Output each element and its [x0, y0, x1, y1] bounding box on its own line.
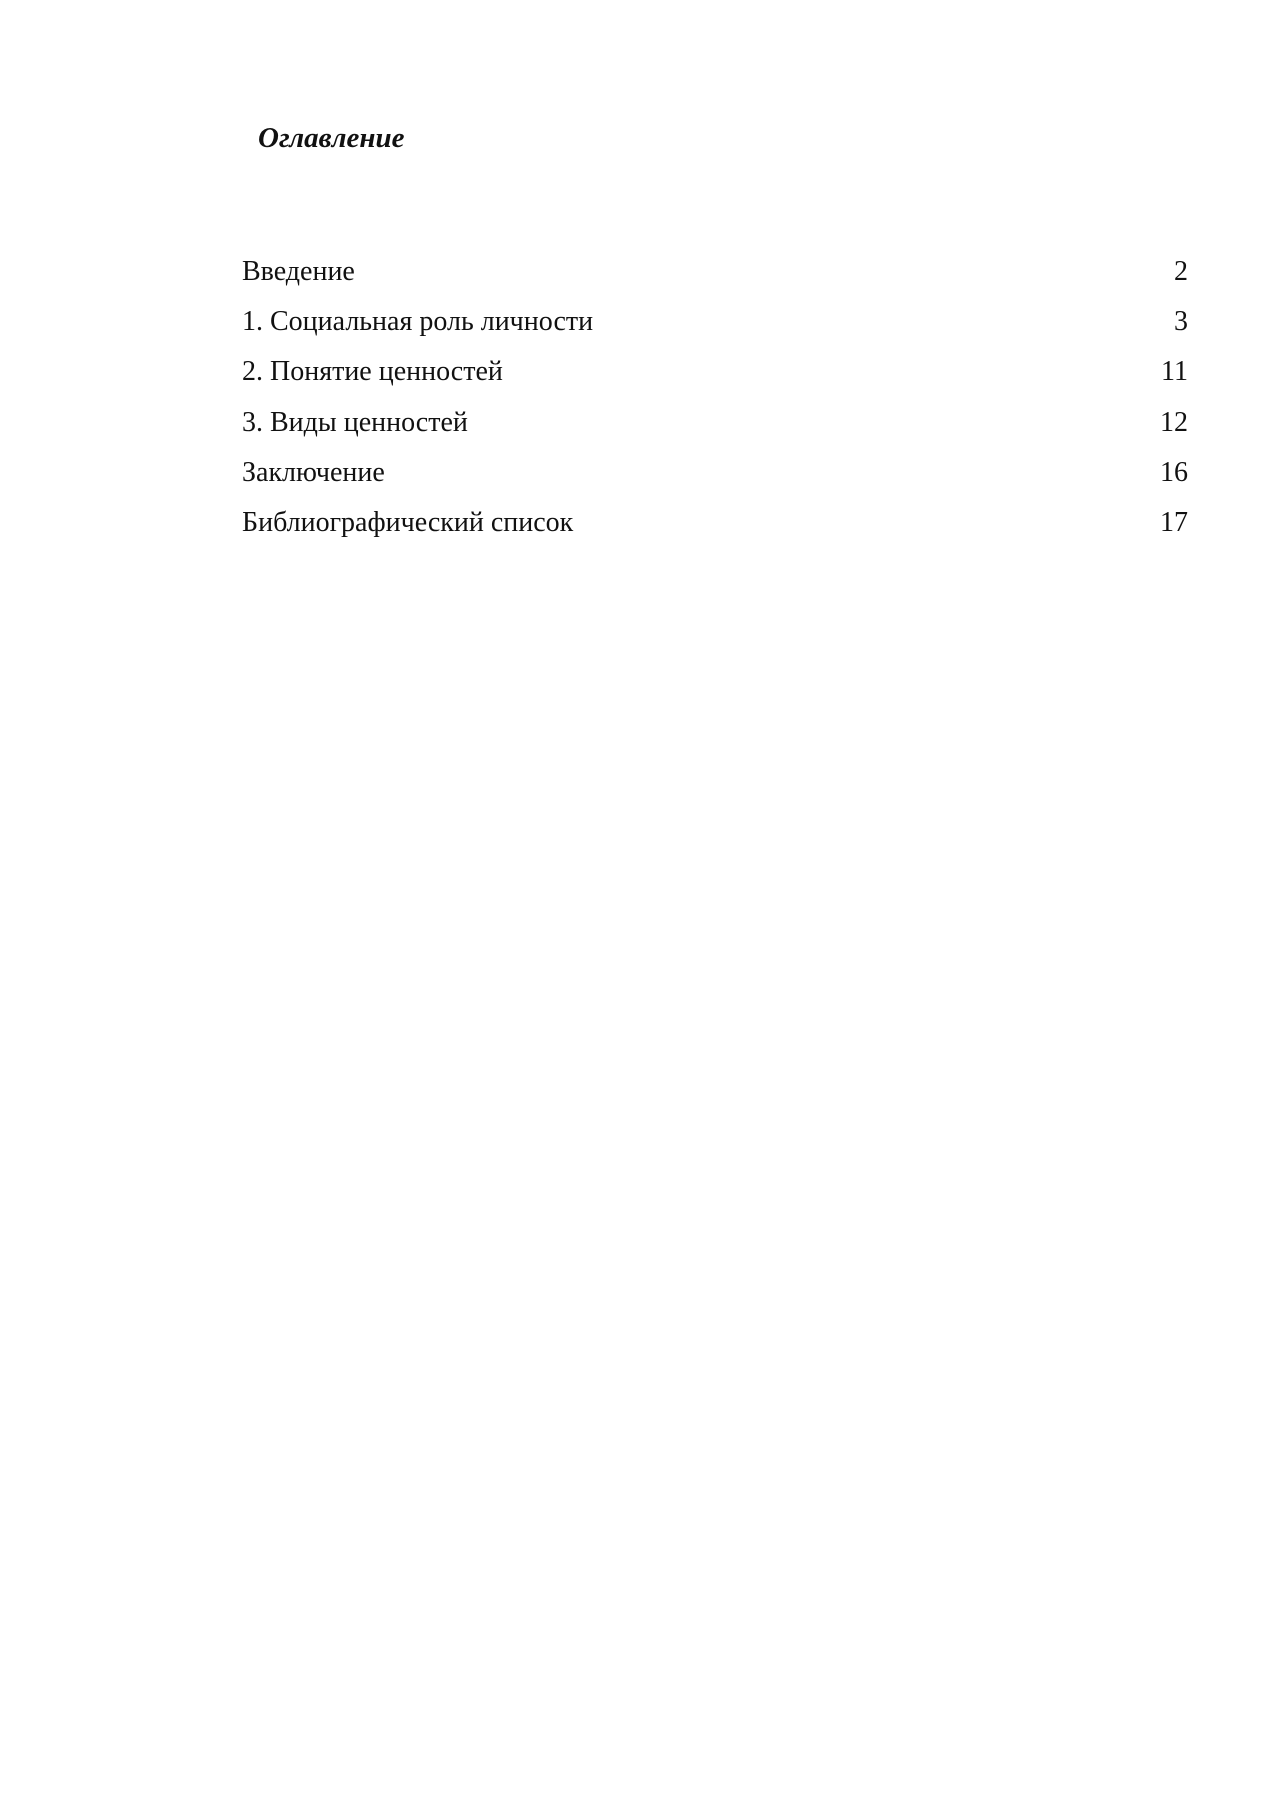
toc-entry-page-number: 2 [1174, 256, 1188, 287]
toc-entry-page-number: 11 [1161, 356, 1188, 388]
toc-entry-label: 3. Виды ценностей [242, 406, 468, 438]
toc-entry-social-role[interactable] [242, 301, 1188, 351]
toc-entry-concept-of-values[interactable] [242, 351, 1188, 401]
toc-entry-types-of-values[interactable] [242, 402, 1188, 452]
toc-entry-label: 1. Социальная роль личности [242, 306, 594, 338]
toc-entry-bibliography[interactable] [242, 502, 1188, 552]
toc-entry-page-number: 17 [1160, 506, 1188, 538]
toc-list [242, 251, 1188, 552]
toc-title: Оглавление [258, 122, 405, 154]
toc-entry-page-number: 3 [1174, 306, 1188, 338]
toc-entry-conclusion[interactable] [242, 452, 1188, 502]
toc-entry-label: Библиографический список [242, 506, 574, 538]
toc-entry-introduction[interactable] [242, 251, 1188, 301]
toc-entry-label: 2. Понятие ценностей [242, 356, 503, 388]
toc-entry-label: Заключение [242, 456, 385, 488]
toc-entry-label: Введение [242, 256, 355, 287]
toc-entry-page-number: 12 [1160, 406, 1188, 438]
toc-entry-page-number: 16 [1160, 456, 1188, 488]
